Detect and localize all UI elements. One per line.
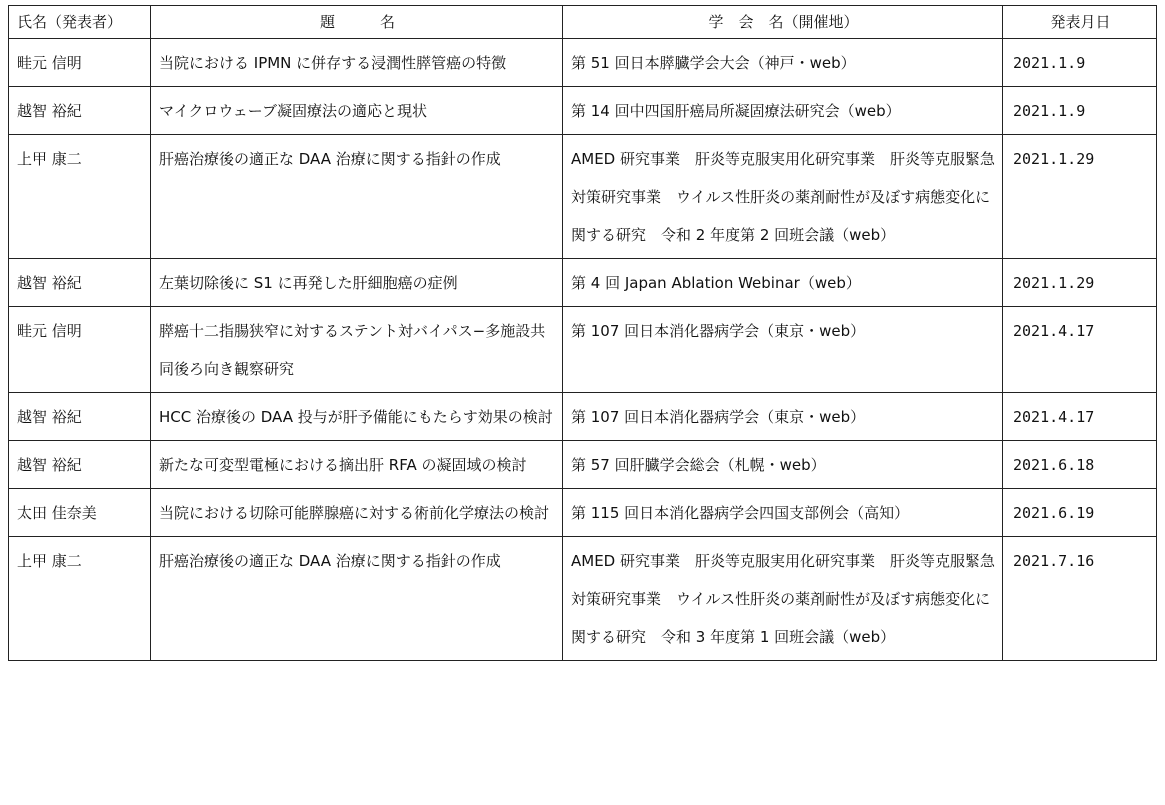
presenter-name: 上甲 康二 [9,135,151,259]
presentation-date [1003,489,1157,537]
conference-name: 第 51 回日本膵臓学会大会（神戸・web） [563,39,1003,87]
presentation-date [1003,135,1157,259]
date-value: 2021.4.17 [1013,408,1095,426]
presenter-name: 畦元 信明 [9,307,151,393]
presentation-date [1003,39,1157,87]
presentation-title: HCC 治療後の DAA 投与が肝予備能にもたらす効果の検討 [151,393,563,441]
presentation-table [8,5,1157,661]
header-name: 氏名（発表者） [9,6,151,39]
header-conference: 学 会 名（開催地） [563,6,1003,39]
header-row [9,6,1157,39]
presentation-date [1003,259,1157,307]
presentation-date [1003,307,1157,393]
date-value: 2021.1.29 [1013,274,1095,292]
presentation-date [1003,87,1157,135]
date-value: 2021.6.19 [1013,504,1095,522]
header-title: 題 名 [151,6,563,39]
conference-name: 第 107 回日本消化器病学会（東京・web） [563,393,1003,441]
date-value: 2021.7.16 [1013,552,1095,570]
date-value: 2021.1.29 [1013,150,1095,168]
presentation-title: 左葉切除後に S1 に再発した肝細胞癌の症例 [151,259,563,307]
date-value: 2021.6.18 [1013,456,1095,474]
presenter-name: 越智 裕紀 [9,441,151,489]
presentation-date [1003,441,1157,489]
table-row [9,489,1157,537]
presenter-name: 越智 裕紀 [9,87,151,135]
presenter-name: 上甲 康二 [9,537,151,661]
header-date: 発表月日 [1003,6,1157,39]
table-row [9,537,1157,661]
presentation-date [1003,393,1157,441]
presenter-name: 越智 裕紀 [9,393,151,441]
conference-name: AMED 研究事業 肝炎等克服実用化研究事業 肝炎等克服緊急対策研究事業 ウイルス性肝炎の薬剤耐性が及ぼす病態変化に関する研究 令和 3 年度第 1 回班会議（web） [563,537,1003,661]
presenter-name: 畦元 信明 [9,39,151,87]
conference-name: 第 107 回日本消化器病学会（東京・web） [563,307,1003,393]
conference-name: 第 115 回日本消化器病学会四国支部例会（高知） [563,489,1003,537]
table-row [9,135,1157,259]
presentation-title: 膵癌十二指腸狭窄に対するステント対バイパス−多施設共同後ろ向き観察研究 [151,307,563,393]
presentation-title: 肝癌治療後の適正な DAA 治療に関する指針の作成 [151,135,563,259]
table-row [9,393,1157,441]
date-value: 2021.4.17 [1013,322,1095,340]
conference-name: AMED 研究事業 肝炎等克服実用化研究事業 肝炎等克服緊急対策研究事業 ウイルス性肝炎の薬剤耐性が及ぼす病態変化に関する研究 令和 2 年度第 2 回班会議（web） [563,135,1003,259]
presentation-title: 新たな可変型電極における摘出肝 RFA の凝固域の検討 [151,441,563,489]
conference-name: 第 14 回中四国肝癌局所凝固療法研究会（web） [563,87,1003,135]
presentation-date [1003,537,1157,661]
conference-name: 第 4 回 Japan Ablation Webinar（web） [563,259,1003,307]
table-header [9,6,1157,39]
presentation-title: マイクロウェーブ凝固療法の適応と現状 [151,87,563,135]
presentation-title: 当院における切除可能膵腺癌に対する術前化学療法の検討 [151,489,563,537]
table-row [9,259,1157,307]
table-row [9,307,1157,393]
table-body [9,39,1157,661]
date-value: 2021.1.9 [1013,102,1086,120]
conference-name: 第 57 回肝臓学会総会（札幌・web） [563,441,1003,489]
presentation-title: 肝癌治療後の適正な DAA 治療に関する指針の作成 [151,537,563,661]
date-value: 2021.1.9 [1013,54,1086,72]
table-row [9,441,1157,489]
presentation-table-wrapper [8,5,1157,661]
table-row [9,87,1157,135]
presenter-name: 越智 裕紀 [9,259,151,307]
presentation-title: 当院における IPMN に併存する浸潤性膵管癌の特徴 [151,39,563,87]
presenter-name: 太田 佳奈美 [9,489,151,537]
table-row [9,39,1157,87]
